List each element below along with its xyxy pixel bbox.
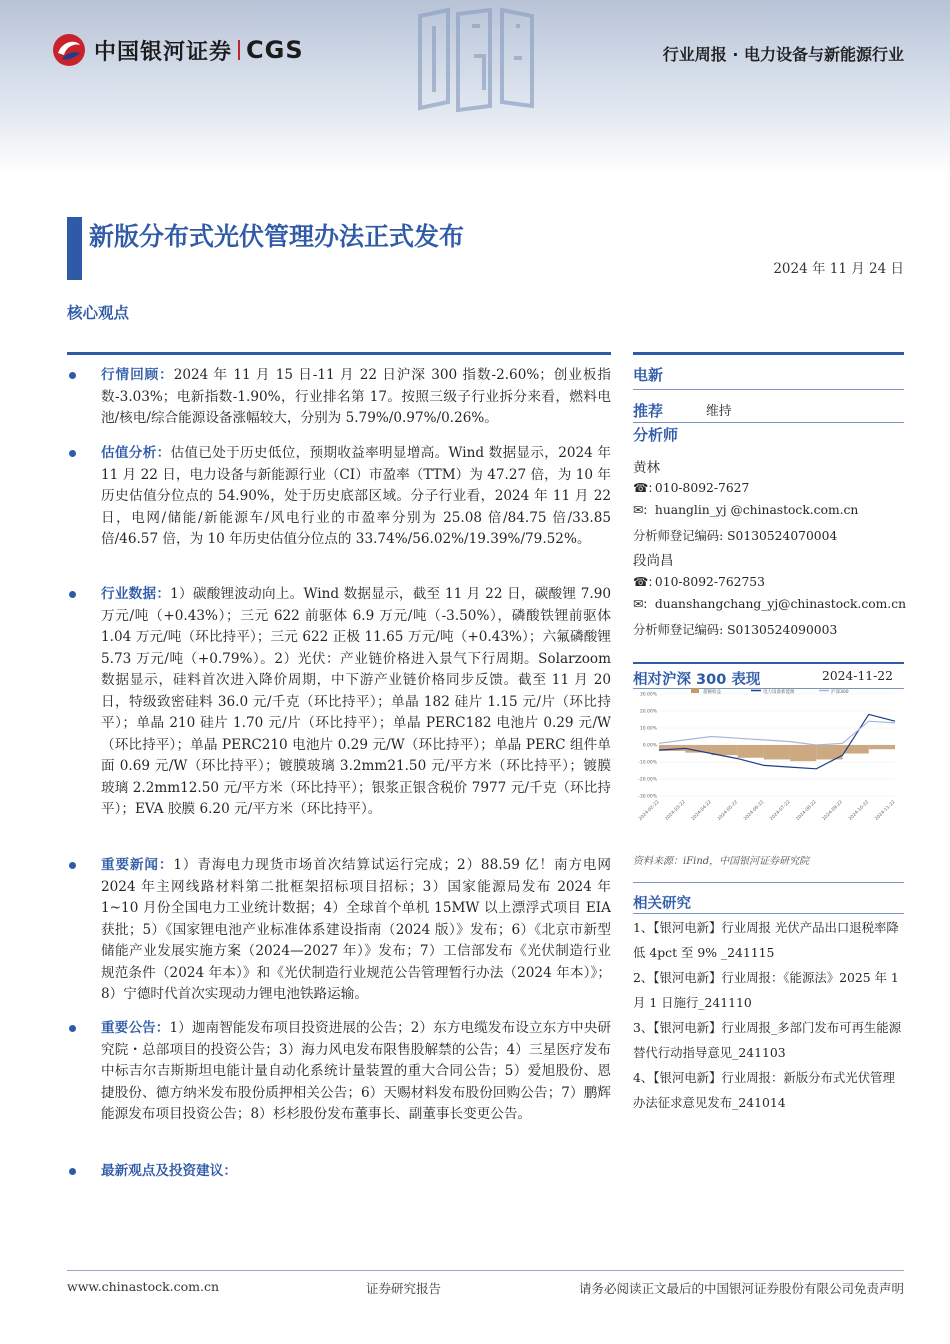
bullet-lead: 最新观点及投资建议： bbox=[101, 1163, 237, 1179]
bullet-text: 1）青海电力现货市场首次结算试运行完成；2）88.59 亿！南方电网 2024 年主网线路材料第二批框架招标项目招标；3）国家能源局发布 2024 年 1~10 月份全国电力工业统计数据；4）全球首个单机 15MW 以上漂浮式项目 EIA 获批；5）《国家锂电池产业标准体系建设指南（2024 版）》发布；6）《北京市新型储能产业发展实施方案（2024—2027 年）》发布；7）工信部发布《光伏制造行业规范条件（2024 年本）》和《光伏制造行业规范公告管理暂行办法（2024 年本）》；8）宁德时代首次实现动力锂电池铁路运输。 bbox=[101, 857, 611, 1002]
bullet-paragraph bbox=[101, 855, 611, 1006]
logo-chinese-name: 中国银河证券 bbox=[94, 39, 233, 65]
bullet-dot bbox=[69, 862, 76, 869]
bullet-valuation bbox=[67, 443, 611, 551]
excess-return-area bbox=[790, 745, 816, 761]
bullet-investment-advice bbox=[67, 1161, 611, 1183]
legend-label: 沪深300 bbox=[831, 690, 849, 695]
mail-icon: ✉: bbox=[633, 597, 648, 611]
logo-separator bbox=[238, 40, 240, 60]
x-tick-label: 2024-02-22 bbox=[638, 799, 661, 822]
core-views-heading: 核心观点 bbox=[67, 304, 130, 322]
analyst-registration: 分析师登记编码: S0130524090003 bbox=[633, 623, 838, 637]
footer-center-label: 证券研究报告 bbox=[366, 1281, 442, 1296]
bullet-text: 1）迦南智能发布项目投资进展的公告；2）东方电缆发布设立东方中央研究院・总部项目的投资公告；3）海力风电发布限售股解禁的公告；4）三星医疗发布中标吉尔吉斯斯坦电能计量自动化系统计量装置的重大合同公告；5）爱旭股份、恩捷股份、德方纳米发布股份质押相关公告；6）天赐材料发布股份回购公告；7）鹏辉能源发布项目投资公告；8）杉杉股份发布董事长、副董事长变更公告。 bbox=[101, 1020, 612, 1122]
chart-date: 2024-11-22 bbox=[822, 669, 893, 683]
related-research-heading: 相关研究 bbox=[633, 896, 691, 912]
bullet-lead: 重要公告： bbox=[101, 1020, 170, 1036]
analyst-name: 黄林 bbox=[633, 460, 660, 476]
excess-return-area bbox=[869, 745, 895, 749]
mail-icon: ✉: bbox=[633, 503, 648, 517]
chart-source: 资料来源：iFind，中国银河证券研究院 bbox=[633, 856, 810, 867]
y-tick-label: 30.00% bbox=[639, 692, 657, 698]
bullet-paragraph bbox=[101, 365, 611, 430]
bullet-dot bbox=[69, 1025, 76, 1032]
report-title: 新版分布式光伏管理办法正式发布 bbox=[89, 222, 465, 251]
analyst-registration: 分析师登记编码: S0130524070004 bbox=[633, 529, 838, 543]
company-logo bbox=[52, 33, 304, 67]
x-tick-label: 2024-04-22 bbox=[690, 799, 713, 822]
related-research-item[interactable]: 2、【银河电新】行业周报：《能源法》2025 年 1 月 1 日施行_241110 bbox=[633, 970, 899, 1010]
analyst-name: 段尚昌 bbox=[633, 553, 674, 569]
legend-label: 电力设备新能源 bbox=[763, 690, 795, 695]
bullet-text: 1）碳酸锂波动向上。Wind 数据显示，截至 11 月 22 日，碳酸锂 7.90 万元/吨（+0.43%）；三元 622 前驱体 6.9 万元/吨（-3.50%），磷酸铁锂前驱体 1.04 万元/吨（环比持平）；三元 622 正极 11.65 万元/吨（+0.43%）；六氟磷酸锂 5.73 万元/吨（+0.79%）。2）光伏：产业链价格进入景气下行周期。Solarzoom 数据显示，硅料首次进入降价周期，中下游产业链价格同步反馈。截至 11 月 20 日，特级致密硅料 36.0 元/千克（环比持平）；单晶 182 硅片 1.15 元/片（环比持平）；单晶 210 硅片 1.70 元/片（环比持平）；单晶 PERC182 电池片 0.29 元/W（环比持平）；单晶 PERC210 电池片 0.29 元/W（环比持平）；单晶 PERC 组件单面 0.69 元/W（环比持平）；镀膜玻璃 3.2mm21.50 元/平方米（环比持平）；镀膜玻璃 2.2mm12.50 元/平方米（环比持平）；银浆正银含税价 7977 元/千克（环比持平）；EVA 胶膜 6.20 元/平方米（环比持平）。 bbox=[101, 586, 612, 817]
x-tick-label: 2024-11-22 bbox=[874, 799, 897, 822]
bullet-text: 估值已处于历史低位，预期收益率明显增高。Wind 数据显示，2024 年 11 月 22 日，电力设备与新能源行业（CI）市盈率（TTM）为 47.27 倍，为 10 年历史估值分位点的 54.90%，处于历史底部区域。分子行业看，2024 年 11 月 22 日，电网/储能/新能源车/风电行业的市盈率分别为 25.08 倍/84.75 倍/33.85 倍/46.57 倍，为 10 年历史估值分位点的 33.74%/56.02%/19.39%/79.52%。 bbox=[101, 445, 612, 547]
bullet-lead: 重要新闻： bbox=[101, 857, 174, 873]
galaxy-logo-icon bbox=[52, 33, 86, 67]
bullet-market-review bbox=[67, 365, 611, 430]
relative-performance-chart bbox=[633, 686, 904, 844]
bullet-text: 2024 年 11 月 15 日-11 月 22 日沪深 300 指数-2.60%；创业板指数-3.03%；电新指数-1.90%，行业排名第 17。按照三级子行业拆分来看，燃料电池/核电/综合能源设备涨幅较大，分别为 5.79%/0.97%/0.26%。 bbox=[101, 367, 612, 426]
cgs-watermark-logo bbox=[410, 6, 540, 114]
bullet-dot bbox=[69, 372, 76, 379]
footer-website[interactable]: www.chinastock.com.cn bbox=[67, 1279, 220, 1294]
y-tick-label: 10.00% bbox=[639, 726, 657, 732]
report-category: 行业周报 · 电力设备与新能源行业 bbox=[662, 45, 904, 64]
rating-value: 维持 bbox=[706, 404, 732, 419]
legend-swatch bbox=[691, 688, 699, 693]
bullet-paragraph bbox=[101, 1161, 611, 1183]
analyst-email[interactable]: ✉: duanshangchang_yj@chinastock.com.cn bbox=[633, 597, 907, 611]
excess-return-area bbox=[738, 745, 764, 758]
index-line bbox=[659, 721, 895, 745]
related-research-item[interactable]: 4、【银河电新】行业周报：新版分布式光伏管理办法征求意见发布_241014 bbox=[633, 1070, 895, 1110]
y-tick-label: -30.00% bbox=[638, 794, 657, 800]
header-banner bbox=[0, 0, 950, 175]
x-tick-label: 2024-07-22 bbox=[769, 799, 792, 822]
analyst-phone: ☎: 010-8092-762753 bbox=[633, 575, 765, 589]
y-tick-label: -10.00% bbox=[638, 760, 657, 766]
bullet-lead: 行业数据： bbox=[101, 586, 171, 602]
bullet-lead: 行情回顾： bbox=[101, 367, 174, 383]
industry-line bbox=[659, 714, 895, 768]
core-views-rule bbox=[67, 352, 611, 355]
y-tick-label: 0.00% bbox=[642, 743, 657, 749]
analyst-phone: ☎: 010-8092-7627 bbox=[633, 481, 750, 495]
y-tick-label: 20.00% bbox=[639, 709, 657, 715]
bullet-dot bbox=[69, 591, 76, 598]
chart-heading: 相对沪深 300 表现 bbox=[633, 672, 761, 688]
related-research-item[interactable]: 1、【银河电新】行业周报 光伏产品出口退税率降低 4pct 至 9% _241115 bbox=[633, 920, 899, 960]
x-tick-label: 2024-09-22 bbox=[821, 799, 844, 822]
bullet-dot bbox=[69, 450, 76, 457]
x-tick-label: 2024-05-22 bbox=[717, 799, 740, 822]
related-research-item[interactable]: 3、【银河电新】行业周报_多部门发布可再生能源替代行动指导意见_241103 bbox=[633, 1020, 902, 1060]
bullet-paragraph bbox=[101, 584, 611, 821]
phone-icon: ☎: bbox=[633, 575, 653, 589]
sidebar-divider bbox=[633, 913, 904, 914]
x-tick-label: 2024-06-22 bbox=[743, 799, 766, 822]
industry-label: 电新 bbox=[633, 366, 664, 384]
bullet-announcements bbox=[67, 1018, 611, 1126]
bullet-paragraph bbox=[101, 1018, 611, 1126]
report-date: 2024 年 11 月 24 日 bbox=[773, 261, 904, 277]
title-accent-bar bbox=[67, 217, 82, 280]
sidebar-divider bbox=[633, 882, 904, 883]
bullet-paragraph bbox=[101, 443, 611, 551]
sidebar-divider bbox=[633, 422, 904, 423]
legend-label: 超额收益 bbox=[703, 690, 721, 695]
sidebar-top-rule bbox=[633, 352, 904, 355]
phone-icon: ☎: bbox=[633, 481, 653, 495]
bullet-industry-data bbox=[67, 584, 611, 821]
bullet-news bbox=[67, 855, 611, 1006]
footer-rule bbox=[67, 1270, 904, 1271]
y-tick-label: -20.00% bbox=[638, 777, 657, 783]
logo-english-name: CGS bbox=[246, 36, 304, 64]
sidebar-divider bbox=[633, 662, 904, 664]
x-tick-label: 2024-03-22 bbox=[664, 799, 687, 822]
x-tick-label: 2024-10-22 bbox=[848, 799, 871, 822]
sidebar-divider bbox=[633, 389, 904, 390]
rating-label: 推荐 bbox=[633, 402, 664, 420]
bullet-lead: 估值分析： bbox=[101, 445, 171, 461]
footer-disclaimer: 请务必阅读正文最后的中国银河证券股份有限公司免责声明 bbox=[578, 1281, 904, 1296]
x-tick-label: 2024-08-22 bbox=[795, 799, 818, 822]
analyst-email[interactable]: ✉: huanglin_yj @chinastock.com.cn bbox=[633, 503, 859, 517]
bullet-dot bbox=[69, 1168, 76, 1175]
analyst-heading: 分析师 bbox=[633, 426, 679, 444]
excess-return-area bbox=[764, 745, 790, 759]
